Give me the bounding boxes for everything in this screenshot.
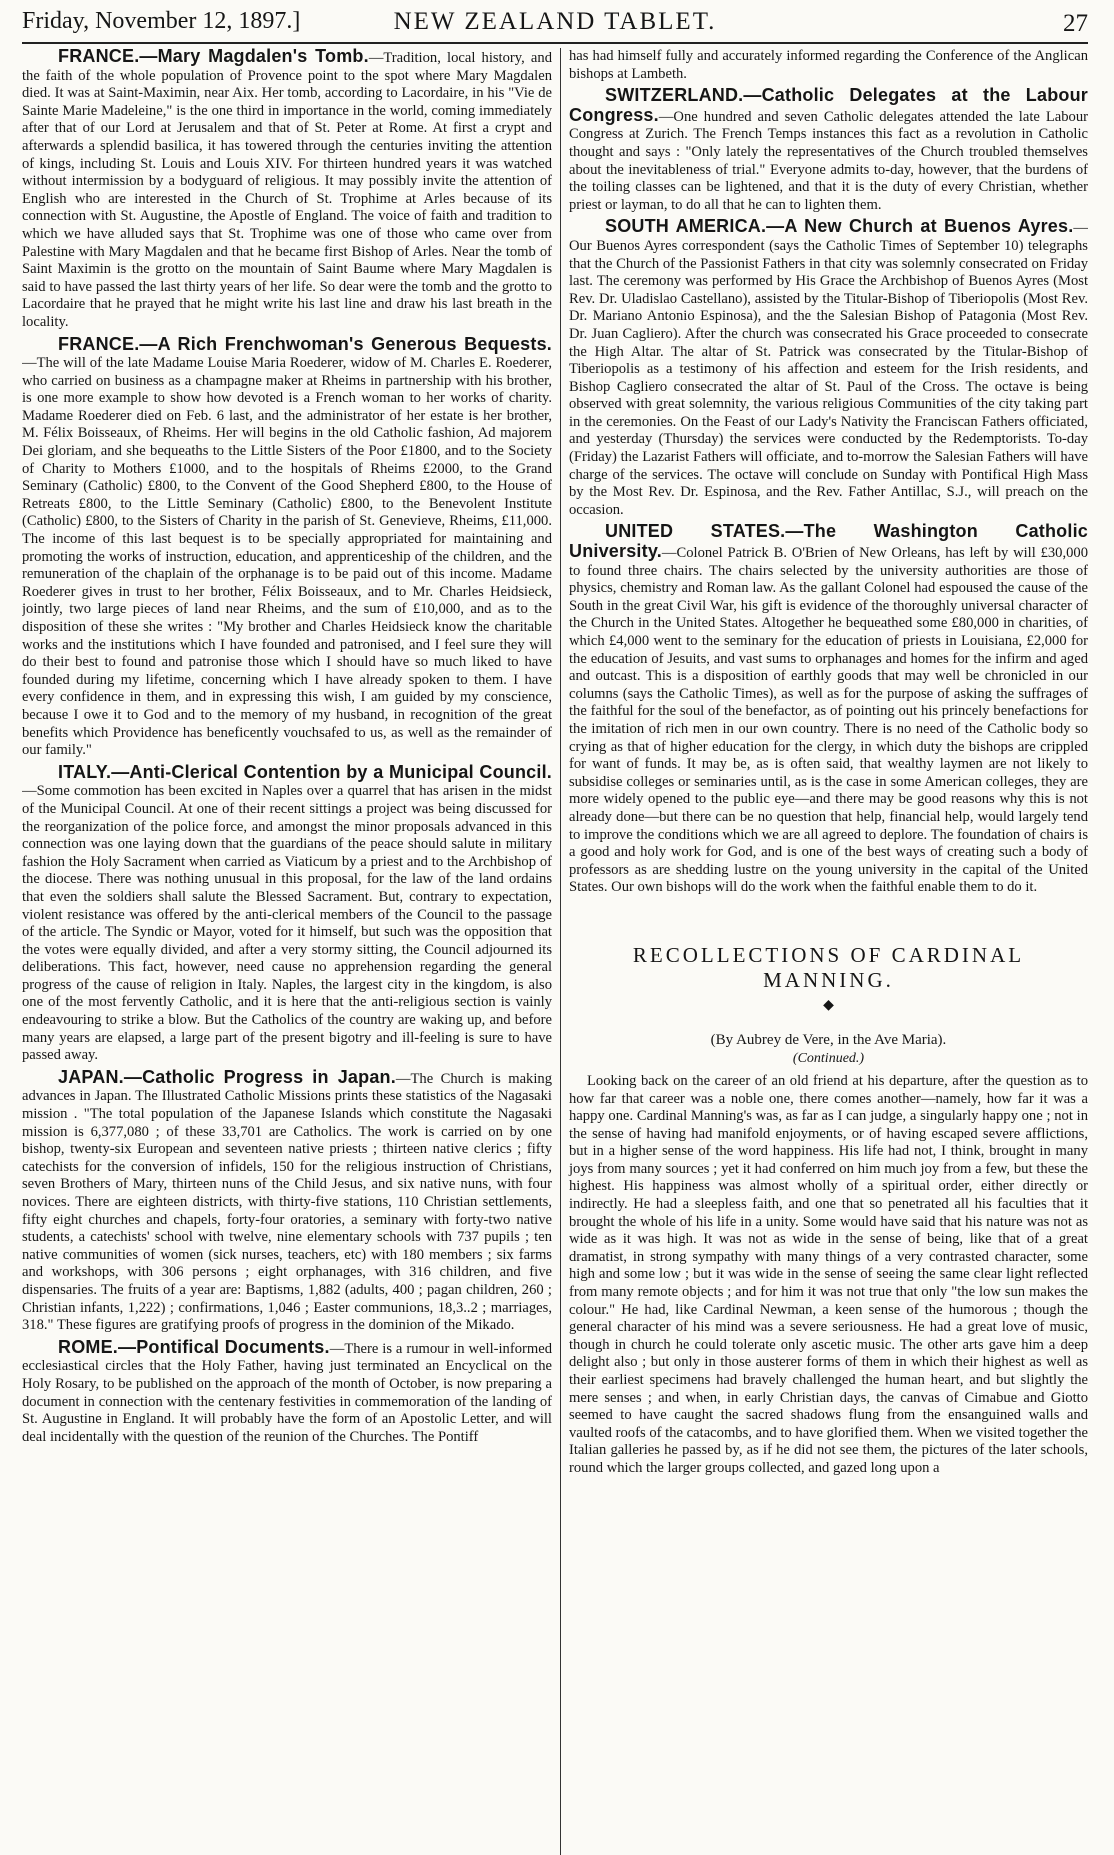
columns <box>22 48 1088 1855</box>
article-france-magdalen <box>22 48 552 332</box>
article-france-bequests <box>22 333 552 760</box>
section-title: RECOLLECTIONS OF CARDINAL MANNING. <box>632 942 1025 992</box>
article-body: has had himself fully and accurately informed regarding the Conference of the Anglican bishops at Lambeth. <box>569 48 1088 82</box>
article-body: —The Church is making advances in Japan. The Illustrated Catholic Missions prints these statistics of the Nagasaki mission . "The total population of the Japanese Islands which constitute the Nagasaki mission is 6,377,080 ; of these 33,701 are Catholics. The work is carried on by one bishop, twenty-six European and seventeen native priests ; thirteen native clerics ; fifty catechists for the conversion of infidels, 150 for the religious instruction of Christians, seven Brothers of Mary, thirteen nuns of the Child Jesus, and six native nuns, with four novices. There are eighteen districts, with thirty-five stations, 110 Christian settlements, fifty eight churches and chapels, forty-four oratories, a seminary with forty-two native students, a catechists' school with twelve, nine elementary schools with 737 pupils ; ten native communities of women (sick nurses, teachers, etc) with 180 members ; six farms and workshops, with 306 persons ; eight orphanages, with 316 children, and five dispensaries. The fruits of a year are: Baptisms, 1,882 (adults, 400 ; pagan children, 260 ; Christian infants, 1,222) ; confirmations, 1,046 ; Easter communions, 18,3..2 ; marriages, 318." These figures are gratifying proofs of progress in the dominion of the Mikado. <box>22 1070 552 1334</box>
article-japan <box>22 1066 552 1335</box>
article-body: —One hundred and seven Catholic delegates attended the late Labour Congress at Zurich. The French Temps instances this fact as a revolution in Catholic thought and says : "Only lately the representatives of the Church troubled themselves about the inevitableness of trial." Everyone admits to-day, however, that the burdens of the toiling classes can be lightened, and that it is the duty of every Christian, whether priest or layman, to do all that he can to lighten them. <box>569 108 1088 213</box>
article-south-america <box>569 218 1088 519</box>
article-body: — Our Buenos Ayres correspondent (says the Catholic Times of September 10) telegraphs that the Church of the Passionist Fathers in that city was solemnly consecrated on Friday last. The ceremony was performed by His Grace the Archbishop of Buenos Ayres (Most Rev. Dr. Uladislao Castellano), assisted by the Titular-Bishop of Tiberiopolis (Most Rev. Dr. Mariano Antonio Espinosa), and the the Salesian Bishop of Patagonia (Most Rev. Dr. Juan Cagliero). After the church was consecrated his Grace proceeded to consecrate the High Altar. The altar of St. Patrick was consecrated by the Titular-Bishop of Tiberiopolis as a testimony of his affection and esteem for the Irish residents, and Bishop Cagliero consecrated the altar of St. Paul of the Cross. The octave is being observed with great solemnity, the various religious Communities of the city taking part in the ceremonies. On the Feast of our Lady's Nativity the Franciscan Fathers officiated, and yesterday (Thursday) the services were conducted by the Redemptorists. To-day (Friday) the Lazarist Fathers will officiate, and to-morrow the Salesian Fathers will have charge of the services. The octave will conclude on Sunday with Pontifical High Mass by the Most Rev. Dr. Espinosa, and the Rev. Father Antillac, S.J., will preach on the occasion. <box>569 220 1088 518</box>
page-number: 27 <box>1063 10 1088 37</box>
article-heading: FRANCE.—A Rich Frenchwoman's Generous Bequests. <box>58 333 552 354</box>
article-heading: SWITZERLAND.—Catholic Delegates at the Labour Congress. <box>569 85 1088 125</box>
article-switzerland <box>569 87 1088 214</box>
article-body: —The will of the late Madame Louise Maria Roederer, widow of M. Charles E. Roederer, who carried on business as a champagne maker at Rheims in partnership with his brother, is one more example to show how devoted is a French woman to her works of charity. Madame Roederer died on Feb. 6 last, and the administrator of her estate is her brother, M. Félix Boisseaux, of Rheims. Her will begins in the old Catholic fashion, Ad majorem Dei gloriam, and she bequeaths to the Little Sisters of the Poor £1800, and to the Society of Charity to Mothers £1000, and to the hospitals of Rheims £2000, to the Grand Seminary (Catholic) £800, to the Convent of the Good Shepherd £800, to the House of Retreats £800, to the Little Seminary (Catholic) £800, to the Benevolent Institute (Catholic) £800, to the Sisters of Charity in the parish of St. Genevieve, Rheims, £11,000. The income of this last bequest is to be specially appropriated for maintaining and promoting the works of instruction, education, and apprenticeship of the children, and the remuneration of the chaplain of the orphanage is to be paid out of this income. Madame Roederer gives in trust to her brother, Félix Boisseaux, and to Mr. Charles Heidsieck, jointly, two large pieces of land near Rheims, and the sum of £10,000, and as to the disposition of these she writes : "My brother and Charles Heidsieck know the charitable works and the institutions which I have founded and patronised, and I feel sure they will do their best to found and patronise those which I should have so much liked to have founded during my lifetime, concerning which I have already spoken to them. I have every confidence in them, and in expressing this wish, I am guided by my conscience, because I owe it to God and to the memory of my husband, in recognition of the great benefits which Providence has beneficently vouchsafed to us, as well as the remainder of our family." <box>22 355 552 759</box>
recollections-section <box>569 943 1088 1478</box>
article-body: —There is a rumour in well-informed ecclesiastical circles that the Holy Father, having just terminated an Encyclical on the Holy Rosary, to be published on the approach of the month of October, is now preparing a document in connection with the centenary festivities in commemoration of the landing of St. Augustine in England. It will probably have the form of an Apostolic Letter, and will deal incidentally with the question of the reunion of the Churches. The Pontiff <box>22 1340 552 1445</box>
article-body: —Colonel Patrick B. O'Brien of New Orleans, has left by will £30,000 to found three chairs. The chairs selected by the university authorities are those of physics, chemistry and Roman law. As the gallant Colonel had espoused the cause of the South in the great Civil War, his gift is evidence of the thoroughly universal character of the Church in the United States. Altogether he bequeathed some £80,000 in charities, of which £4,000 went to the seminary for the education of priests in Louisiana, £2,000 for the education of Jesuits, and vast sums to orphanages and homes for the infirm and aged and outcast. This is a disposition of earthly goods that may well be chronicled in our columns (says the Catholic Times), as well as for the purpose of asking the suffrages of the faithful for the soul of the benefactor, as of pointing out his princely benefactions for the imitation of rich men in our own country. There is no need of the Catholic body so crying as that of higher education for the clergy, in which duty the bishops are crippled for want of funds. It may be, as is often said, that wealthy laymen are not likely to subsidise colleges or seminaries until, as is the case in some American colleges, they are more widely opened to the public eye—and there may be good reasons why this is not already done—but there can be no question that help, financial help, would largely tend to improve the conditions which we are all agreed to deplore. The foundation of chairs is a good and holy work for God, and is one of the best ways of creating such a body of professors as are shedding lustre on the young university in the capital of the United States. Our own bishops will do the work when the faithful enable them to do it. <box>569 545 1088 896</box>
article-body: —Tradition, local history, and the faith of the whole population of Provence point to the spot where Mary Magdalen died. It was at Saint-Maximin, near Aix. Her tomb, according to Lacordaire, in his "Vie de Sainte Marie Madeleine," is the one third in importance in the world, coming immediately after that of our Lord at Jerusalem and that of St. Peter at Rome. At first a crypt and afterwards a splendid basilica, it has towered through the centuries inviting the attention of kings, including St. Louis and Louis XIV. For thirteen hundred years it was watched without intermission by a bodyguard of religious. It may possibly invite the attention of English who are interested in the Church of St. Trophime at Arles because of its connection with St. Augustine, the Apostle of England. The voice of faith and tradition to which we have alluded says that St. Trophime was one of those who came over from Palestine with Mary Magdalen and that he became first Bishop of Arles. Near the tomb of Saint Maximin is the grotto on the mountain of Saint Baume where Mary Magdalen is said to have passed the last thirty years of her life. So dear were the tomb and the grotto to Lacordaire that he prayed that he might write his last line and draw his last breath in the locality. <box>22 50 553 330</box>
left-column <box>22 48 560 1855</box>
article-body: —Some commotion has been excited in Naples over a quarrel that has arisen in the midst of the Municipal Council. At one of their recent sittings a project was being discussed for the reorganization of the police force, and amongst the minor proposals advanced in this connection was one laying down that the guardians of the peace should salute in military fashion the Holy Sacrament when carried as Viaticum by a priest and to the Archbishop of the diocese. There was nothing unusual in this proposal, for the law of the land ordains that even the soldiers shall salute the Blessed Sacrament. But, contrary to expectation, violent resistance was offered by the anti-clerical members of the Council to the passage of the article. The Syndic or Mayor, voted for it himself, but such was the opposition that the votes were equally divided, and after a very stormy sitting, the Council adjourned its deliberations. This fact, however, need cause no apprehension regarding the general progress of the cause of religion in Italy. Naples, the largest city in the kingdom, is also one of the most fervently Catholic, and it is here that the anti-religious section is vainly endeavouring to strike a blow. But the Catholics of the country are waking up, and before many years are elapsed, a large part of the present bigotry and ill-feeling is sure to have passed away. <box>22 783 552 1064</box>
right-column <box>561 48 1088 1855</box>
article-heading: FRANCE.—Mary Magdalen's Tomb. <box>58 48 369 66</box>
article-heading: JAPAN.—Catholic Progress in Japan. <box>58 1066 396 1087</box>
article-heading: ROME.—Pontifical Documents. <box>58 1336 330 1357</box>
article-italy <box>22 761 552 1065</box>
newspaper-title: NEW ZEALAND TABLET. <box>393 8 717 35</box>
issue-date: Friday, November 12, 1897.] <box>22 8 301 34</box>
article-united-states <box>569 523 1088 896</box>
continued-note: (Continued.) <box>792 1050 865 1066</box>
ornament-divider: ◆ <box>823 997 834 1013</box>
article-heading: SOUTH AMERICA.—A New Church at Buenos Ayres. <box>605 216 1074 237</box>
recollections-body: Looking back on the career of an old friend at his departure, after the question as to how far that career was a noble one, there comes another—namely, how far it was a happy one. Cardinal Manning's was, as far as I can judge, a singularly happy one ; not in the sense of having had manifold enjoyments, or of having escaped severe afflictions, but in a higher sense of the word happiness. His life had not, I think, brought in many joys from many sources ; yet it had conferred on him much joy from a few, but these the highest. His happiness was almost wholly of a spiritual order, either directly or indirectly. He had a sleepless faith, and one that so penetrated all his faculties that it brought the whole of his life in a unity. Some would have said that his nature was not as wide as it was high. It was not as wide in the sense of being, like that of a great dramatist, in strong sympathy with many things of a very contrasted character, some high and some low ; but it was wide in the sense of seeing the same clear light reflected from many remote objects ; and for him it was not true that only "the low sun makes the colour." He had, like Cardinal Newman, a keen sense of the humorous ; though the general character of his mind was a severe seriousness. He had a great love of music, though in church he could tolerate only ascetic music. The other arts gave him a deep delight also ; but only in those austerer forms of them in which their highest as well as their earliest specimens had bravely challenged the human heart, and but slightly the mere senses ; and when, in early Christian days, the canvas of Cimabue and Giotto seemed to have caught the sacred shadows flung from the ensanguined walls and vaulted roofs of the catacombs, and to have glorified them. When we visited together the Italian galleries he passed by, as if he did not see them, the pictures of the later schools, round which the larger groups collected, and gazed long upon a <box>569 1072 1088 1476</box>
article-heading: ITALY.—Anti-Clerical Contention by a Municipal Council. <box>58 761 552 782</box>
article-rome <box>22 1336 552 1447</box>
masthead <box>22 2 1088 44</box>
byline: (By Aubrey de Vere, in the Ave Maria). <box>710 1031 947 1048</box>
article-heading: UNITED STATES.—The Washington Catholic University. <box>569 521 1088 562</box>
article-rome-continued <box>569 48 1088 83</box>
